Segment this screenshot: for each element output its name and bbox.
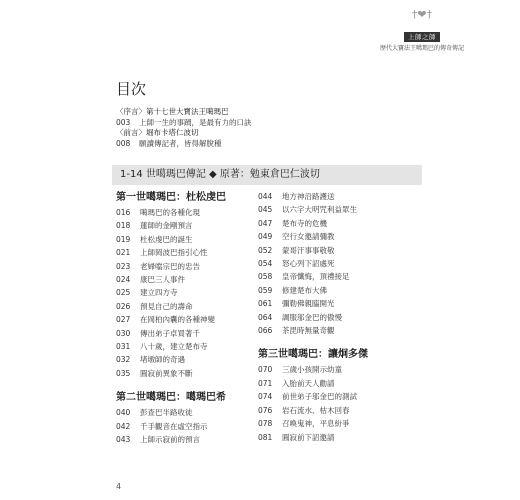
toc-entry[interactable] bbox=[258, 311, 408, 324]
page-number: 031 bbox=[116, 342, 131, 352]
toc-entry[interactable] bbox=[116, 300, 266, 313]
toc-entry[interactable] bbox=[258, 324, 408, 337]
entry-title: 地方神沿路護送 bbox=[282, 192, 335, 201]
page-number: 025 bbox=[116, 288, 131, 298]
part-banner: 1-14 世噶瑪巴傳記 ◆ 原著：勉東倉巴仁波切 bbox=[112, 165, 422, 185]
toc-entry[interactable] bbox=[258, 230, 408, 243]
page-number: 076 bbox=[258, 405, 273, 415]
toc-entry[interactable] bbox=[116, 206, 266, 219]
toc-entry[interactable] bbox=[258, 257, 408, 270]
page-number: 021 bbox=[116, 248, 131, 258]
page-number: 026 bbox=[116, 301, 131, 311]
foreword-heading: 〈前言〉堀布卡塔仁波切 bbox=[116, 128, 199, 137]
page-number: 024 bbox=[116, 275, 131, 285]
entry-title: 調服邬金巴的傲慢 bbox=[282, 312, 342, 322]
page-number: 003 bbox=[116, 117, 131, 127]
book-logo-icon: †❤† bbox=[411, 8, 433, 21]
page-number: 054 bbox=[258, 259, 273, 269]
preface-heading: 〈序言〉第十七世大寶法王噶瑪巴 bbox=[116, 107, 229, 116]
section-heading: 第一世噶瑪巴：杜松虔巴 bbox=[116, 192, 226, 203]
page-number: 018 bbox=[116, 221, 131, 231]
section-gap bbox=[258, 337, 408, 347]
toc-entry[interactable] bbox=[258, 217, 408, 230]
toc-entry[interactable] bbox=[258, 431, 408, 444]
toc-entry[interactable] bbox=[116, 367, 266, 380]
page-number: 019 bbox=[116, 234, 131, 244]
page-number: 071 bbox=[258, 378, 273, 388]
entry-title: 噶瑪巴的各種化現 bbox=[140, 208, 200, 217]
page-number: 043 bbox=[116, 435, 131, 445]
page-number: 052 bbox=[258, 245, 273, 255]
entry-title: 圓寂前下詔邀請 bbox=[282, 432, 335, 442]
toc-entry[interactable] bbox=[258, 284, 408, 297]
entry-title: 召喚鬼神，平息紛爭 bbox=[282, 419, 350, 429]
entry-title: 康巴三人事件 bbox=[140, 275, 185, 285]
toc-entry[interactable] bbox=[258, 404, 408, 417]
page-number: 078 bbox=[258, 419, 273, 429]
entry-title: 上師岡波巴指引心性 bbox=[140, 248, 208, 258]
entry-title: 皇帝懺悔，頂禮接足 bbox=[282, 272, 350, 282]
entry-title: 老婦噹宗巴的忠告 bbox=[140, 261, 200, 271]
page-number: 074 bbox=[258, 392, 273, 402]
entry-title: 千手觀音在虛空指示 bbox=[140, 421, 208, 431]
toc-entry[interactable] bbox=[258, 390, 408, 403]
page-number: 032 bbox=[116, 355, 131, 365]
page-number: 066 bbox=[258, 326, 273, 336]
entry-title: 傳出弟子卓買著千 bbox=[140, 328, 200, 338]
toc-entry[interactable] bbox=[116, 286, 266, 299]
page-number: 027 bbox=[116, 315, 131, 325]
toc-column-left bbox=[116, 190, 266, 447]
toc-entry[interactable] bbox=[258, 190, 408, 203]
page-number: 016 bbox=[116, 208, 131, 217]
book-subtitle: 歷代大寶法王噶瑪巴的傳奇傳記 bbox=[379, 45, 464, 52]
page-number: 064 bbox=[258, 312, 273, 322]
page-number: 070 bbox=[258, 365, 273, 375]
toc-entry[interactable] bbox=[116, 420, 266, 433]
toc-entry[interactable] bbox=[116, 406, 266, 419]
toc-title: 目次 bbox=[116, 80, 147, 98]
page-number: 045 bbox=[258, 205, 273, 215]
entry-title: 在岡柏內囊的各種神變 bbox=[140, 315, 215, 325]
page-folio: 4 bbox=[116, 482, 122, 491]
toc-entry[interactable] bbox=[258, 297, 408, 310]
entry-title: 上師一生的事蹟，是最有力的口訣 bbox=[139, 117, 252, 127]
entry-title: 堵墩師的奇遇 bbox=[140, 355, 185, 365]
entry-title: 茶毘時無量奇觀 bbox=[282, 326, 335, 336]
series-badge: 上師之師 bbox=[404, 32, 440, 42]
entry-title: 蓮師的金剛預言 bbox=[140, 221, 193, 231]
section-gap bbox=[116, 380, 266, 390]
page-number: 008 bbox=[116, 138, 131, 148]
toc-entry[interactable] bbox=[116, 246, 266, 259]
toc-entry[interactable] bbox=[116, 353, 266, 366]
page-number: 044 bbox=[258, 192, 273, 201]
toc-entry[interactable] bbox=[116, 433, 266, 446]
toc-entry[interactable] bbox=[116, 139, 416, 150]
toc-entry[interactable] bbox=[258, 203, 408, 216]
section-heading: 第三世噶瑪巴：讓炯多傑 bbox=[258, 349, 368, 361]
toc-entry[interactable] bbox=[116, 340, 266, 353]
section-heading: 第二世噶瑪巴：噶瑪巴希 bbox=[116, 392, 226, 404]
page-number: 035 bbox=[116, 368, 131, 378]
toc-entry[interactable] bbox=[258, 377, 408, 390]
page-number: 049 bbox=[258, 232, 273, 242]
toc-entry[interactable] bbox=[116, 327, 266, 340]
entry-title: 怒心列下詔處死 bbox=[282, 259, 335, 269]
entry-title: 前世弟子邬金巴的測試 bbox=[282, 392, 357, 402]
page-number: 058 bbox=[258, 272, 273, 282]
page-number: 040 bbox=[116, 408, 131, 418]
page-number: 061 bbox=[258, 299, 273, 309]
entry-title: 圓寂前異象不斷 bbox=[140, 368, 193, 378]
entry-title: 楚布寺的危機 bbox=[282, 218, 327, 228]
toc-entry[interactable] bbox=[258, 244, 408, 257]
running-header bbox=[372, 6, 472, 52]
front-matter bbox=[116, 107, 416, 149]
entry-title: 預見自己的壽命 bbox=[140, 301, 193, 311]
entry-title: 岩石流水、枯木回春 bbox=[282, 405, 350, 415]
page-number: 023 bbox=[116, 261, 131, 271]
entry-title: 杜松虔巴的誕生 bbox=[140, 234, 193, 244]
page-number: 047 bbox=[258, 218, 273, 228]
entry-title: 願讀傳記者，皆得解脫種 bbox=[139, 138, 222, 148]
entry-title: 入胎前天人勸請 bbox=[282, 378, 335, 388]
entry-title: 蒙哥汗事事敬敬 bbox=[282, 245, 335, 255]
toc-entry[interactable] bbox=[258, 417, 408, 430]
entry-title: 空行女邀請彌教 bbox=[282, 232, 335, 242]
toc-entry[interactable] bbox=[116, 313, 266, 326]
toc-entry[interactable] bbox=[116, 118, 416, 129]
toc-entry[interactable] bbox=[258, 363, 408, 376]
page-number: 030 bbox=[116, 328, 131, 338]
entry-title: 修建楚布大佛 bbox=[282, 285, 327, 295]
entry-title: 建立四方寺 bbox=[140, 288, 178, 298]
toc-entry[interactable] bbox=[116, 260, 266, 273]
page-number: 042 bbox=[116, 421, 131, 431]
entry-title: 彭查巴半路收徒 bbox=[140, 408, 193, 418]
entry-title: 以六字大明咒利益眾生 bbox=[282, 205, 357, 215]
toc-entry[interactable] bbox=[116, 219, 266, 232]
entry-title: 彌勒佛親臨開光 bbox=[282, 299, 335, 309]
page-number: 081 bbox=[258, 432, 273, 442]
entry-title: 三歲小孩開示幼童 bbox=[282, 365, 342, 375]
page-number: 059 bbox=[258, 285, 273, 295]
entry-title: 八十歲，建立楚布寺 bbox=[140, 342, 208, 352]
toc-entry[interactable] bbox=[258, 270, 408, 283]
entry-title: 上師示寂前的預言 bbox=[140, 435, 200, 445]
toc-entry[interactable] bbox=[116, 273, 266, 286]
toc-entry[interactable] bbox=[116, 233, 266, 246]
toc-column-right bbox=[258, 190, 408, 444]
